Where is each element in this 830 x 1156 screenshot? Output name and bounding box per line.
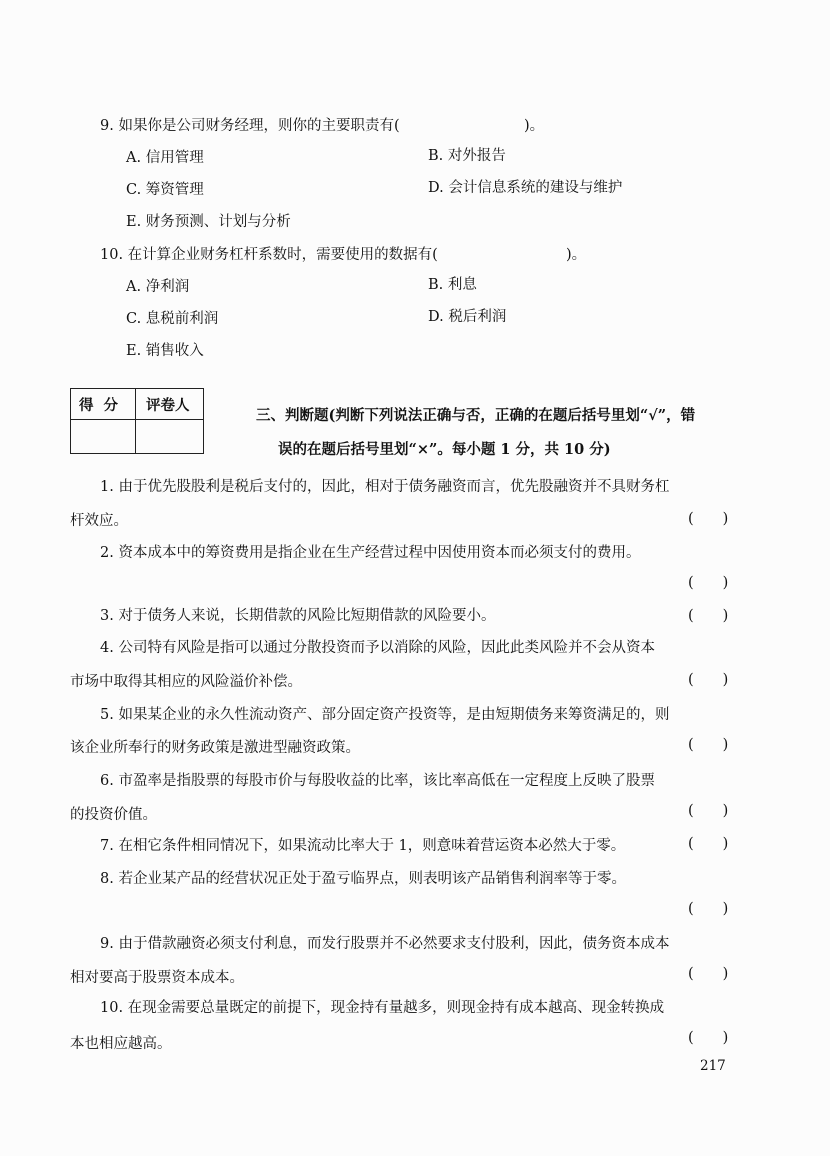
table-divider <box>135 389 136 453</box>
judgment-6-line2: 的投资价值。 <box>70 807 157 823</box>
judgment-5-line2: 该企业所奉行的财务政策是激进型融资政策。 <box>70 740 360 756</box>
q9-stem: 9. 如果你是公司财务经理，则你的主要职责有( <box>100 118 400 134</box>
judgment-1-line1: 1. 由于优先股股利是税后支付的，因此，相对于债务融资而言，优先股融资并不具财务杠 <box>100 479 670 495</box>
q9-option-b: B. 对外报告 <box>428 148 506 164</box>
q10-close: )。 <box>566 247 587 263</box>
q9-option-e: E. 财务预测、计划与分析 <box>126 214 291 230</box>
judgment-5-line1: 5. 如果某企业的永久性流动资产、部分固定资产投资等，是由短期债务来筹资满足的，则 <box>100 707 670 723</box>
judgment-10-line2: 本也相应越高。 <box>70 1036 172 1052</box>
answer-paren-10[interactable]: ( ) <box>688 1030 729 1046</box>
answer-paren-5[interactable]: ( ) <box>688 737 729 753</box>
q10-option-c: C. 息税前利润 <box>126 311 219 327</box>
answer-paren-2[interactable]: ( ) <box>688 575 729 591</box>
q10-option-d: D. 税后利润 <box>428 309 507 325</box>
judgment-4-line2: 市场中取得其相应的风险溢价补偿。 <box>70 674 302 690</box>
judgment-3-line1: 3. 对于债务人来说，长期借款的风险比短期借款的风险要小。 <box>100 608 496 624</box>
judgment-6-line1: 6. 市盈率是指股票的每股市价与每股收益的比率，该比率高低在一定程度上反映了股票 <box>100 773 655 789</box>
judgment-9-line2: 相对要高于股票资本成本。 <box>70 970 244 986</box>
q9-close: )。 <box>524 118 545 134</box>
grader-label: 评卷人 <box>146 397 190 414</box>
page-number: 217 <box>700 1058 726 1074</box>
answer-paren-6[interactable]: ( ) <box>688 803 729 819</box>
judgment-2-line1: 2. 资本成本中的筹资费用是指企业在生产经营过程中因使用资本而必须支付的费用。 <box>100 545 641 561</box>
judgment-7-line1: 7. 在相它条件相同情况下，如果流动比率大于 1，则意味着营运资本必然大于零。 <box>100 838 626 854</box>
section-title-line1: 三、判断题(判断下列说法正确与否，正确的在题后括号里划“√”，错 <box>256 407 696 424</box>
q10-option-b: B. 利息 <box>428 277 477 293</box>
q9-option-c: C. 筹资管理 <box>126 182 204 198</box>
answer-paren-9[interactable]: ( ) <box>688 966 729 982</box>
judgment-10-line1: 10. 在现金需要总量既定的前提下，现金持有量越多，则现金持有成本越高、现金转换成 <box>100 1000 665 1016</box>
answer-paren-4[interactable]: ( ) <box>688 672 729 688</box>
judgment-1-line2: 杆效应。 <box>70 513 128 529</box>
answer-paren-1[interactable]: ( ) <box>688 511 729 527</box>
q10-option-a: A. 净利润 <box>126 279 190 295</box>
table-divider <box>71 419 203 420</box>
q9-option-d: D. 会计信息系统的建设与维护 <box>428 180 623 196</box>
q10-option-e: E. 销售收入 <box>126 343 204 359</box>
answer-paren-8[interactable]: ( ) <box>688 901 729 917</box>
score-label: 得分 <box>79 397 128 414</box>
judgment-8-line1: 8. 若企业某产品的经营状况正处于盈亏临界点，则表明该产品销售利润率等于零。 <box>100 871 626 887</box>
answer-paren-7[interactable]: ( ) <box>688 836 729 852</box>
section-title-line2: 误的在题后括号里划“×”。每小题 1 分，共 10 分) <box>278 441 611 458</box>
q9-option-a: A. 信用管理 <box>126 150 204 166</box>
answer-paren-3[interactable]: ( ) <box>688 608 729 624</box>
q10-stem: 10. 在计算企业财务杠杆系数时，需要使用的数据有( <box>100 247 438 263</box>
score-table <box>70 388 204 454</box>
judgment-4-line1: 4. 公司特有风险是指可以通过分散投资而予以消除的风险，因此此类风险并不会从资本 <box>100 640 655 656</box>
judgment-9-line1: 9. 由于借款融资必须支付利息，而发行股票并不必然要求支付股利，因此，债务资本成本 <box>100 936 670 952</box>
